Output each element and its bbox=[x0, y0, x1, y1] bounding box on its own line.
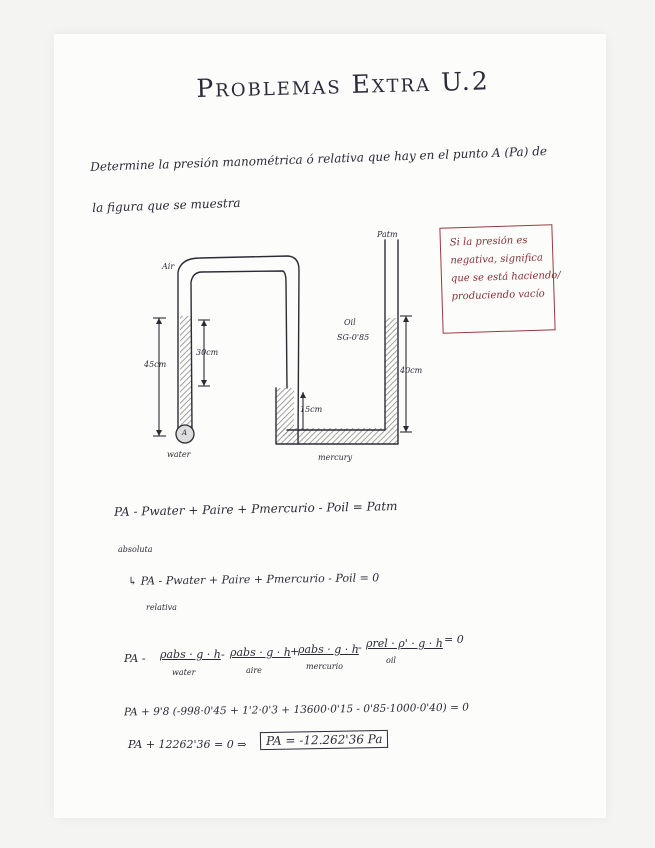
final-result-box: PA = -12.262'36 Pa bbox=[260, 730, 389, 750]
label-term-water: water bbox=[172, 668, 196, 677]
label-mercury: mercury bbox=[318, 453, 353, 462]
equation-expanded-tail: = 0 bbox=[444, 633, 464, 646]
label-air: Air bbox=[162, 262, 175, 271]
label-patm: Patm bbox=[377, 230, 398, 239]
equation-op-3: - bbox=[358, 641, 362, 654]
label-water: water bbox=[167, 450, 191, 459]
label-term-air: aire bbox=[246, 666, 262, 675]
statement-line-1: Determine la presión manométrica ó relativa que hay en el punto A (Pa) de bbox=[90, 144, 548, 174]
equation-relative: ↳ PA - Pwater + Paire + Pmercurio - Poil = 0 bbox=[127, 571, 380, 588]
equation-term-mercury: ρabs · g · h bbox=[298, 643, 359, 656]
note-box bbox=[439, 224, 561, 333]
label-oil: Oil bbox=[344, 318, 356, 327]
equation-term-air: ρabs · g · h bbox=[230, 646, 291, 659]
statement-line-2: la figura que se muestra bbox=[92, 195, 241, 215]
oil-fill bbox=[385, 318, 397, 430]
equation-term-water: ρabs · g · h bbox=[160, 648, 221, 661]
equation-relative-label: relativa bbox=[146, 603, 177, 612]
equation-op-2: + bbox=[290, 645, 300, 658]
label-oil-sg: SG-0'85 bbox=[337, 333, 370, 342]
equation-expanded-lead: PA - bbox=[124, 652, 146, 665]
label-15cm: 15cm bbox=[300, 405, 323, 414]
note-line-4: produciendo vacío bbox=[451, 288, 545, 303]
equation-absolute-label: absoluta bbox=[118, 545, 153, 554]
water-fill bbox=[180, 316, 192, 428]
note-line-1: Si la presión es bbox=[449, 235, 528, 249]
equation-term-oil: ρrel · ρ' · g · h bbox=[366, 637, 443, 650]
note-line-2: negativa, significa bbox=[450, 252, 544, 267]
equation-numeric: PA + 9'8 (-998·0'45 + 1'2·0'3 + 13600·0'15 - 0'85·1000·0'40) = 0 bbox=[123, 701, 469, 719]
equation-op-1: - bbox=[221, 648, 225, 661]
equation-absolute: PA - Pwater + Paire + Pmercurio - Poil = Patm bbox=[113, 499, 398, 519]
label-term-oil: oil bbox=[386, 656, 396, 665]
label-term-mercury: mercurio bbox=[306, 662, 343, 671]
label-45cm: 45cm bbox=[144, 360, 167, 369]
equation-final-left: PA + 12262'36 = 0 ⇒ bbox=[128, 738, 247, 751]
label-30cm: 30cm bbox=[196, 348, 219, 357]
label-40cm: 40cm bbox=[400, 366, 423, 375]
label-point-a: A bbox=[182, 429, 188, 437]
note-line-3: que se está haciendo/ bbox=[450, 270, 561, 285]
page-title: Problemas Extra U.2 bbox=[196, 66, 491, 103]
